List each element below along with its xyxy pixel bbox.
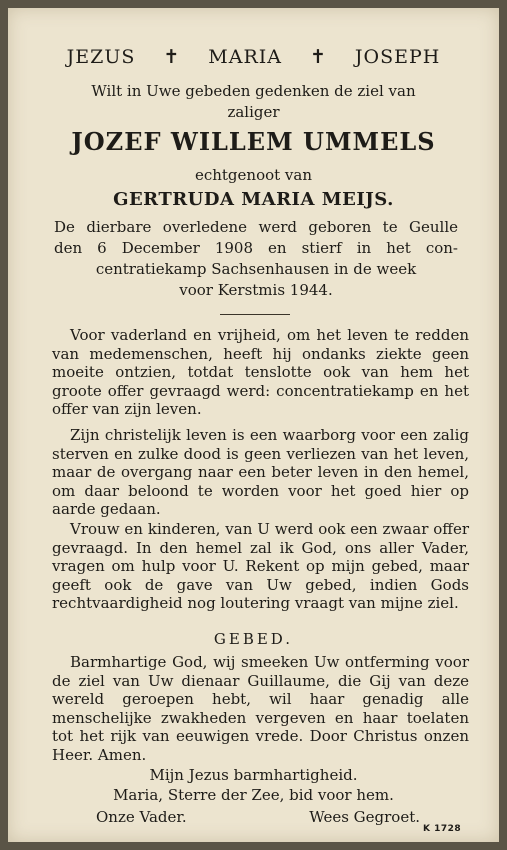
cross-icon: ✝ bbox=[310, 46, 327, 68]
header-joseph: JOSEPH bbox=[354, 46, 441, 68]
invocation-jezus: Mijn Jezus barmhartigheid. bbox=[149, 766, 358, 784]
birth-line-3: centratiekamp Sachsenhausen in de week bbox=[95, 260, 417, 278]
birth-line-2: den 6 December 1908 en stierf in het con- bbox=[54, 239, 458, 257]
invocation-maria: Maria, Sterre der Zee, bid voor hem. bbox=[113, 786, 394, 804]
print-code: K 1728 bbox=[423, 824, 462, 834]
gebed-text: Barmhartige God, wij smeeken Uw ontferming voor de ziel van Uw dienaar Guillaume, die Gij van deze wereld geroepen hebt, wil haar genadig alle menschelijke zwakheden vergeven en haar toelaten tot het rijk van eeuwigen vrede. Door Christus onzen Heer. Amen. bbox=[52, 653, 469, 764]
gebed-title: GEBED. bbox=[213, 630, 294, 648]
paragraph-christelijk: Zijn christelijk leven is een waarborg voor een zalig sterven en zulke dood is geen verliezen van het leven, maar de overgang naar een beter leven in den hemel, om daar beloond te worden voor het goed hier op aarde gedaan. bbox=[52, 426, 469, 519]
spouse-label: echtgenoot van bbox=[194, 166, 313, 184]
divider-rule bbox=[220, 314, 290, 315]
birth-line-4: voor Kerstmis 1944. bbox=[179, 281, 333, 299]
birth-death-text bbox=[54, 217, 458, 301]
closing-prayers bbox=[96, 808, 420, 826]
header-maria: MARIA bbox=[208, 46, 282, 68]
intro-line-2: zaliger bbox=[227, 103, 280, 121]
header-jezus: JEZUS bbox=[66, 46, 136, 68]
memorial-card bbox=[8, 8, 499, 842]
holy-names-header bbox=[8, 46, 499, 68]
intro-line-1: Wilt in Uwe gebeden gedenken de ziel van bbox=[91, 82, 416, 100]
spouse-name: GERTRUDA MARIA MEIJS. bbox=[113, 189, 394, 210]
paragraph-vrouw-kinderen: Vrouw en kinderen, van U werd ook een zwaar offer gevraagd. In den hemel zal ik God, ons aller Vader, vragen om hulp voor U. Rekent op mijn gebed, maar geeft ook de gave van Uw gebed, indien Gods rechtvaardigheid nog loutering vraagt van mijne ziel. bbox=[52, 520, 469, 613]
cross-icon: ✝ bbox=[163, 46, 181, 68]
prayer-wees-gegroet: Wees Gegroet. bbox=[309, 808, 420, 826]
paragraph-vaderland: Voor vaderland en vrijheid, om het leven te redden van medemenschen, heeft hij ondanks ziekte geen moeite ontzien, totdat tenslotte ook van hem het groote offer gevraagd werd: concentratiekamp en het offer van zijn leven. bbox=[52, 326, 469, 419]
prayer-onze-vader: Onze Vader. bbox=[96, 808, 187, 826]
birth-line-1: De dierbare overledene werd geboren te Geulle bbox=[54, 218, 458, 236]
deceased-name: JOZEF WILLEM UMMELS bbox=[71, 127, 436, 156]
